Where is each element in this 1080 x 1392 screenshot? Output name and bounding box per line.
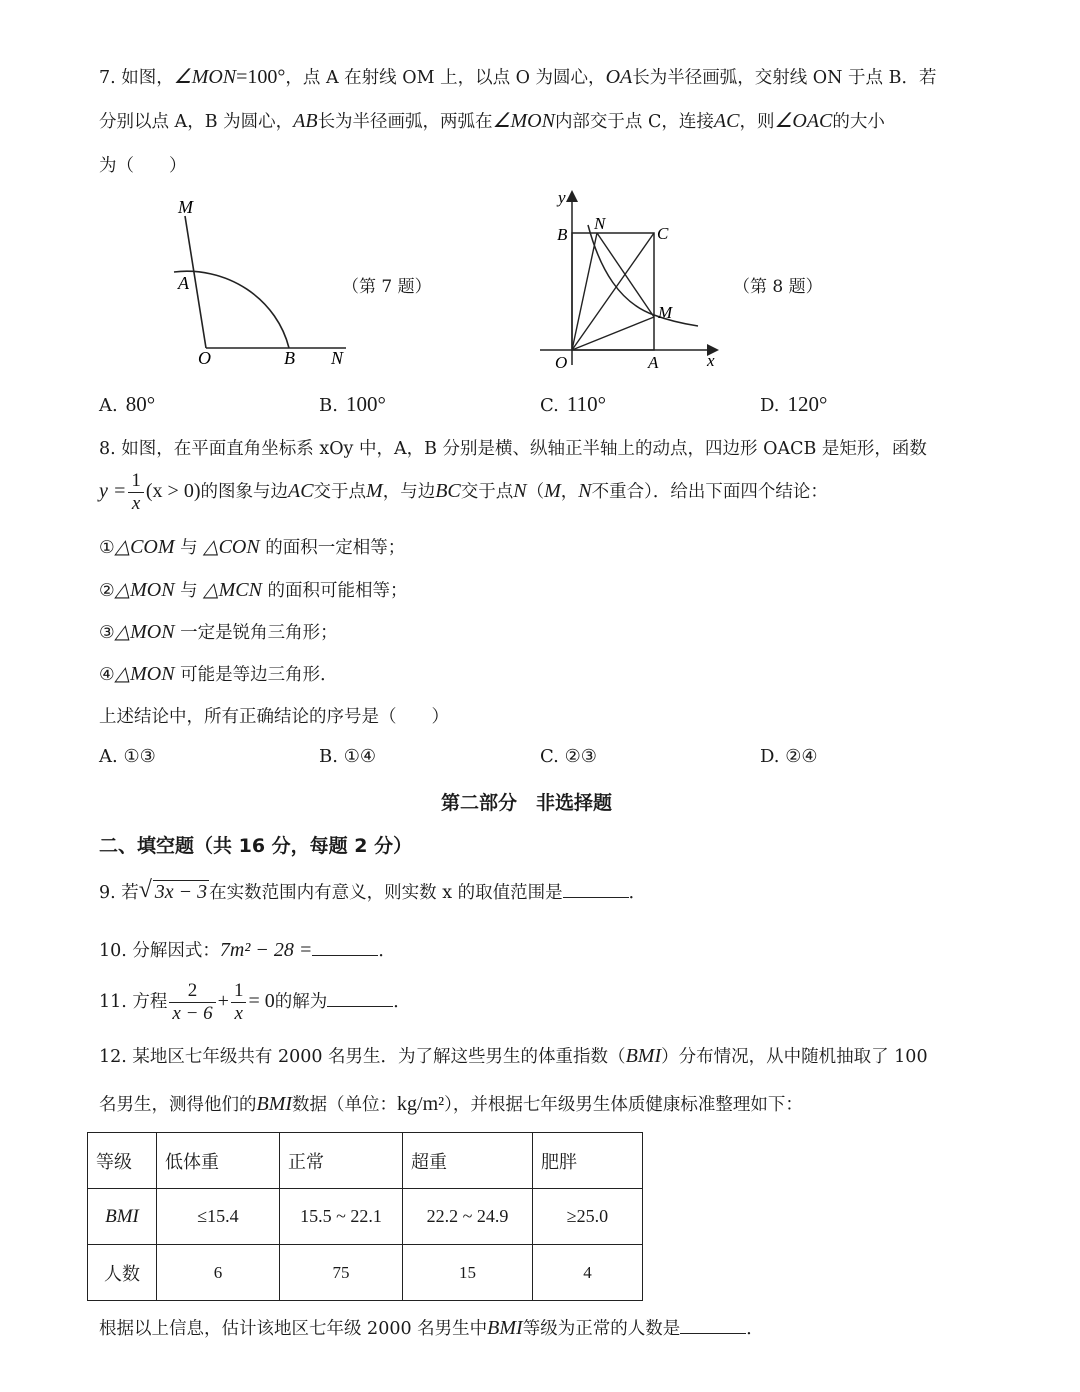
q7-line3: 为（ ） — [99, 156, 187, 176]
table-cell: ≤15.4 — [157, 1189, 280, 1245]
label-m: M — [178, 197, 193, 217]
q7-angle: ∠MON — [173, 66, 237, 88]
fraction-1-over-x: $\frac{1}{x}$ — [128, 470, 144, 515]
q11-answer-blank[interactable] — [327, 988, 393, 1007]
table-cell: 低体重 — [157, 1133, 280, 1189]
table-row-header — [88, 1133, 643, 1189]
label-b: B — [557, 225, 568, 244]
table-cell: 正常 — [280, 1133, 403, 1189]
table-cell: 人数 — [88, 1245, 157, 1301]
fraction-2-over-x-minus-6: $\frac{2}{x - 6}$ — [169, 980, 215, 1025]
table-cell: 22.2 ~ 24.9 — [403, 1189, 533, 1245]
q8-option-a[interactable]: A. ①③ — [99, 746, 156, 767]
label-o: O — [555, 353, 568, 372]
q12-answer-blank[interactable] — [680, 1315, 746, 1334]
figure-q7 — [160, 190, 360, 370]
label-c: C — [657, 224, 669, 243]
table-row-count — [88, 1245, 643, 1301]
q8-statement-1: ①△COM 与 △CON 的面积一定相等； — [99, 536, 406, 558]
table-cell: 肥胖 — [533, 1133, 643, 1189]
caption-q7: （第 7 题） — [342, 277, 432, 297]
fraction-1-over-x: $\frac{1}{x}$ — [231, 980, 247, 1025]
q9-line: 9. 若 √ 3x − 3 在实数范围内有意义，则实数 x 的取值范围是 ． — [99, 877, 647, 903]
table-cell: 15 — [403, 1245, 533, 1301]
label-m: M — [658, 303, 673, 322]
label-o: O — [198, 348, 211, 368]
label-n: N — [594, 214, 606, 233]
label-n: N — [331, 348, 344, 368]
q7-option-d[interactable]: D. 120° — [760, 392, 828, 416]
q8-option-b[interactable]: B. ①④ — [319, 746, 376, 767]
table-cell: 15.5 ~ 22.1 — [280, 1189, 403, 1245]
q8-line1: 8. 如图，在平面直角坐标系 xOy 中，A，B 分别是横、纵轴正半轴上的动点，四边形 OACB 是矩形，函数 — [99, 439, 927, 459]
q8-line2: y = $\frac{1}{x}$ (x > 0)的图象与边AC交于点M，与边BC交于点N（M，N不重合）．给出下面四个结论： — [99, 470, 828, 514]
label-a: A — [178, 273, 189, 293]
table-cell: ≥25.0 — [533, 1189, 643, 1245]
q9-answer-blank[interactable] — [563, 879, 629, 898]
table-row-bmi — [88, 1189, 643, 1245]
q8-statement-2: ②△MON 与 △MCN 的面积可能相等； — [99, 579, 408, 601]
q10-line: 10. 分解因式：7m² − 28 = ． — [99, 939, 396, 961]
label-y: y — [558, 188, 566, 207]
arc-ab — [174, 271, 289, 348]
label-b: B — [284, 348, 295, 368]
q7-line1: 7. 如图，∠MON=100°，点 A 在射线 OM 上，以点 O 为圆心，OA长为半径画弧，交射线 ON 于点 B．若 — [99, 66, 937, 88]
q7-line2: 分别以点 A，B 为圆心，AB长为半径画弧，两弧在∠MON内部交于点 C，连接AC，则∠OAC的大小 — [99, 110, 885, 132]
table-cell: 75 — [280, 1245, 403, 1301]
label-a: A — [648, 353, 659, 372]
sqrt-expression: √ 3x − 3 — [138, 877, 208, 903]
caption-q8: （第 8 题） — [733, 277, 823, 297]
q12-line2: 名男生，测得他们的BMI数据（单位：kg/m²），并根据七年级男生体质健康标准整理如下： — [99, 1093, 803, 1115]
q8-statement-4: ④△MON 可能是等边三角形． — [99, 663, 338, 685]
figure-q8 — [530, 185, 730, 375]
q8-statement-3: ③△MON 一定是锐角三角形； — [99, 621, 338, 643]
q8-option-c[interactable]: C. ②③ — [540, 746, 597, 767]
q8-option-d[interactable]: D. ②④ — [760, 746, 818, 767]
table-cell: 超重 — [403, 1133, 533, 1189]
bmi-table — [87, 1132, 643, 1301]
q7-option-a[interactable]: A. 80° — [99, 392, 156, 416]
q8-question: 上述结论中，所有正确结论的序号是（ ） — [99, 707, 449, 727]
table-cell: 等级 — [88, 1133, 157, 1189]
label-x: x — [707, 351, 715, 370]
section-heading: 二、填空题（共 16 分，每题 2 分） — [99, 835, 413, 857]
table-cell: BMI — [88, 1189, 157, 1245]
table-cell: 6 — [157, 1245, 280, 1301]
q7-option-c[interactable]: C. 110° — [540, 392, 606, 416]
hyperbola-curve — [588, 225, 698, 326]
q12-final: 根据以上信息，估计该地区七年级 2000 名男生中BMI等级为正常的人数是 ． — [99, 1317, 764, 1339]
q10-answer-blank[interactable] — [312, 937, 378, 956]
q7-option-b[interactable]: B. 100° — [319, 392, 386, 416]
part2-title: 第二部分 非选择题 — [441, 792, 613, 814]
q12-line1: 12. 某地区七年级共有 2000 名男生．为了解这些男生的体重指数（BMI）分布情况，从中随机抽取了 100 — [99, 1045, 928, 1067]
q11-line: 11. 方程 $\frac{2}{x - 6}$ + $\frac{1}{x}$ = 0的解为 ． — [99, 980, 411, 1024]
table-cell: 4 — [533, 1245, 643, 1301]
